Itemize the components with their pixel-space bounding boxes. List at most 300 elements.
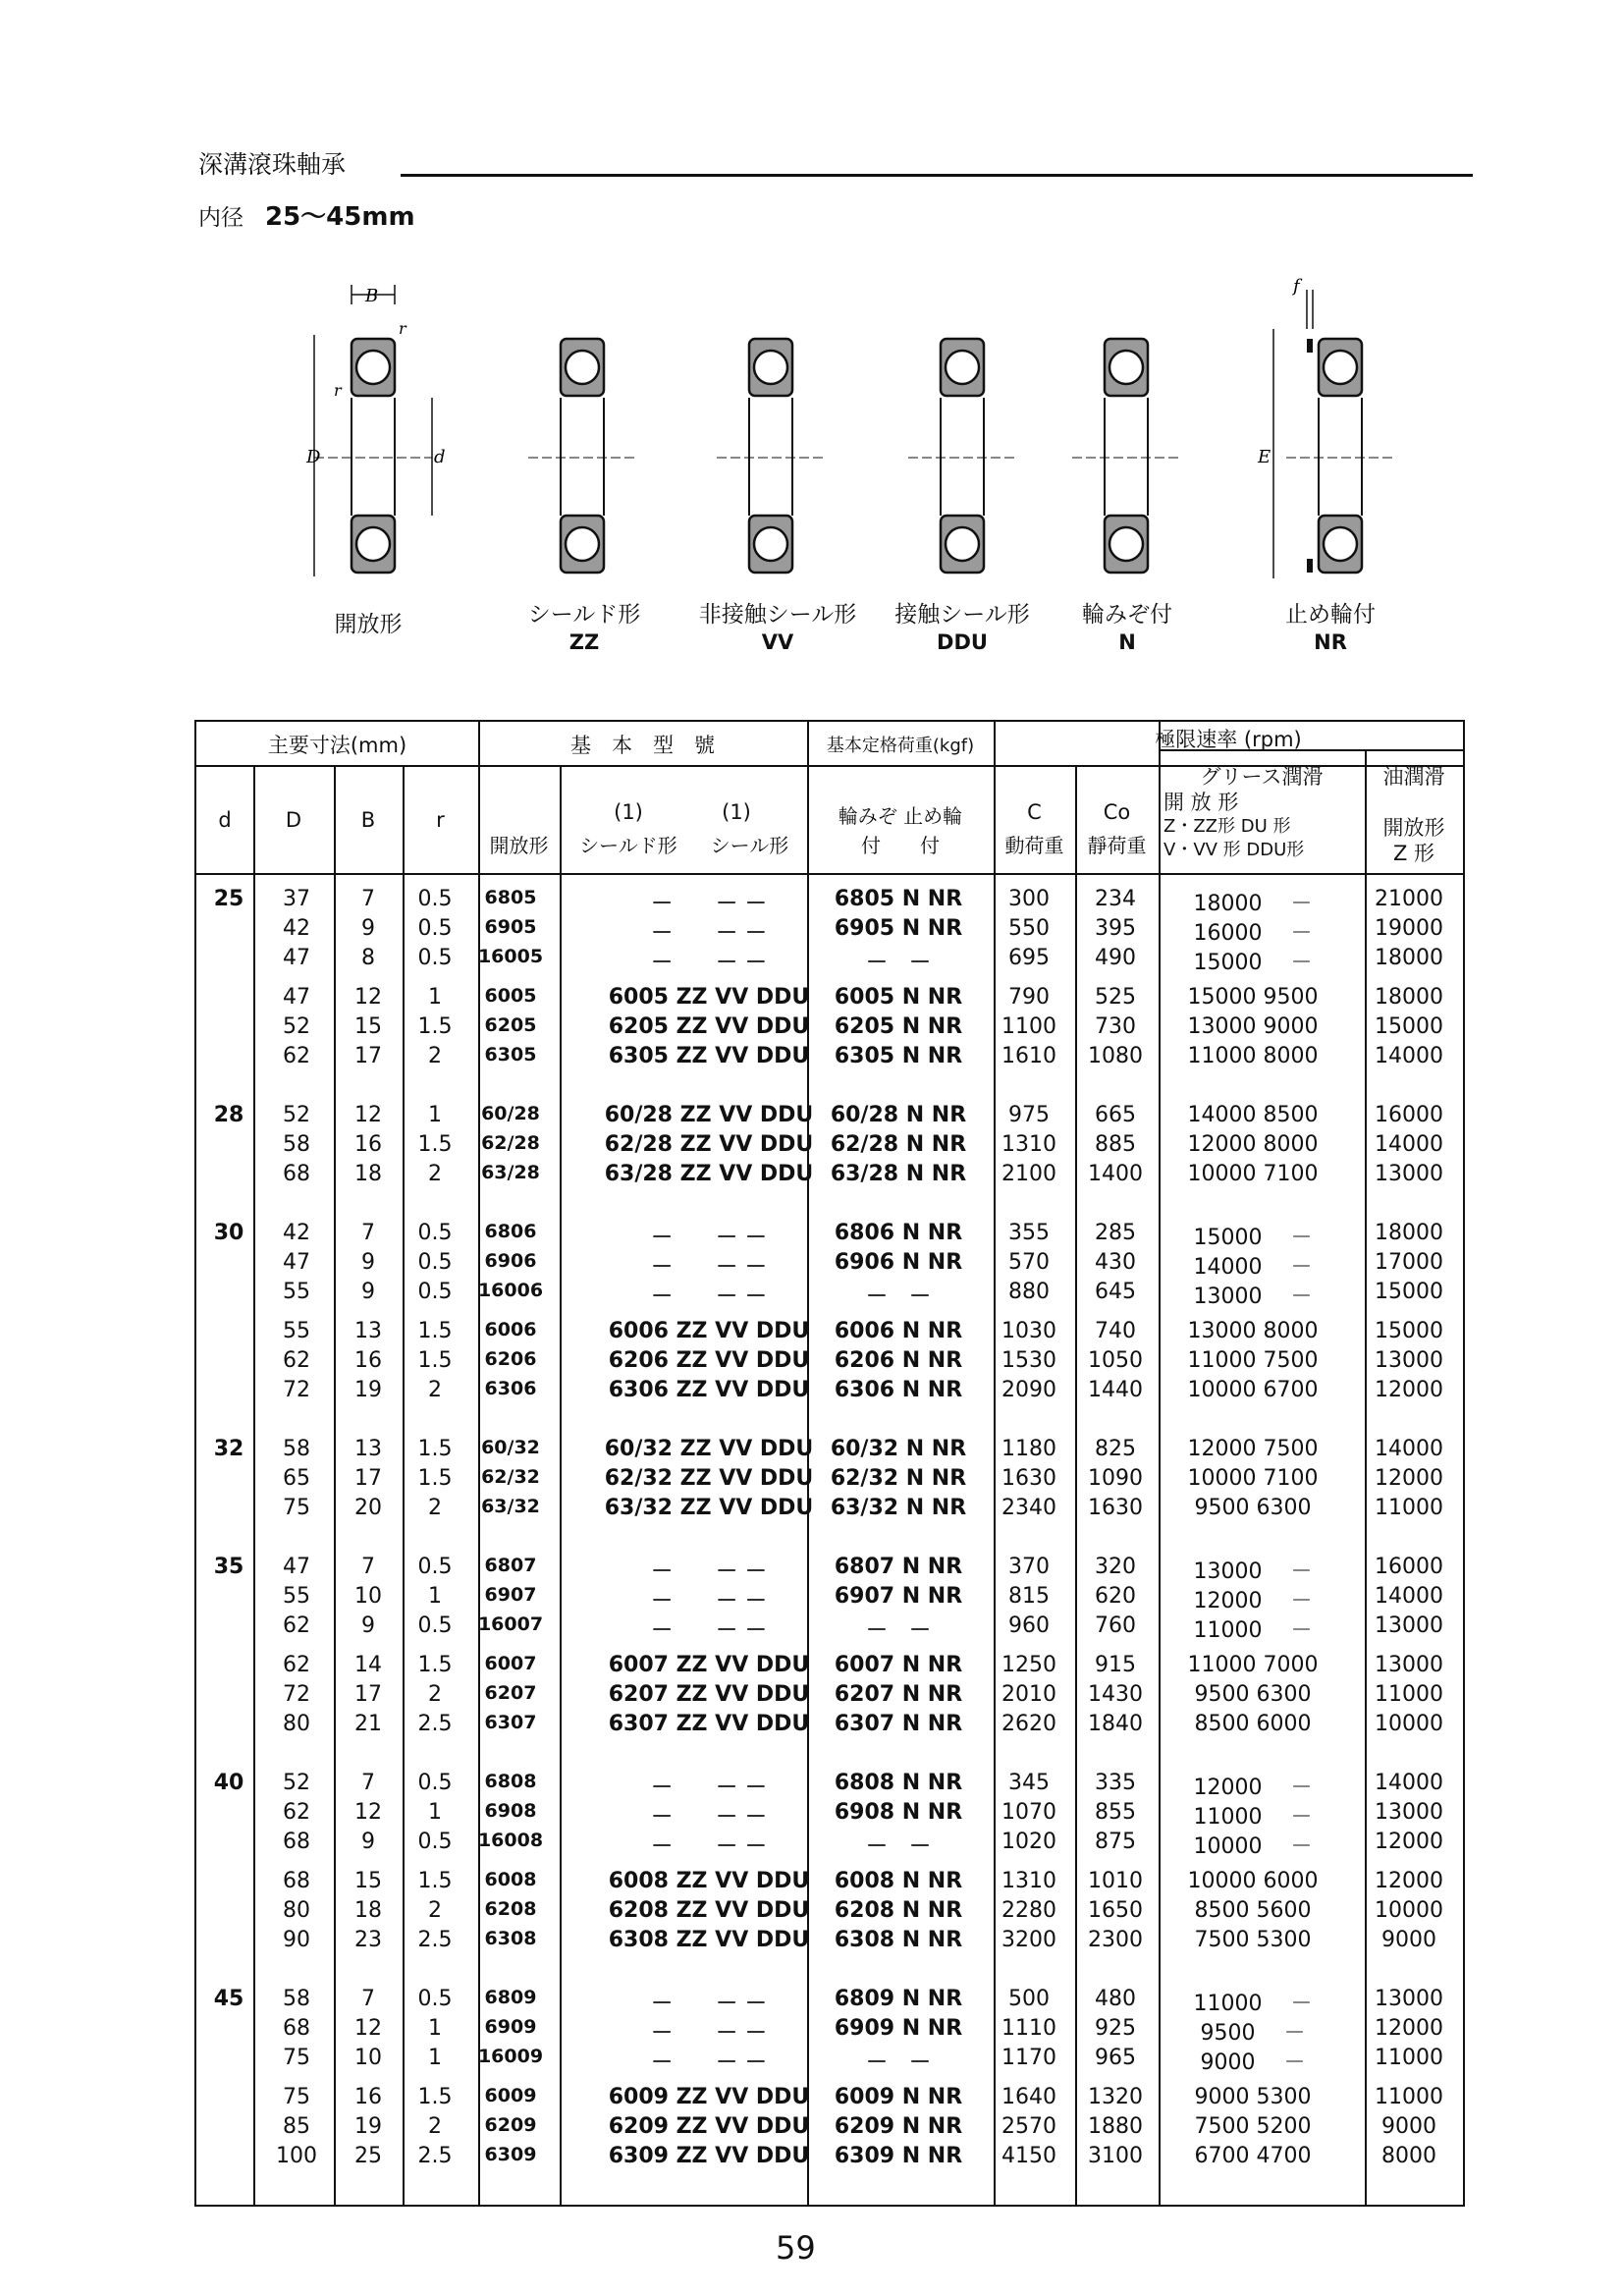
cell-shield: － － － <box>651 921 767 946</box>
cell-n: 6808 N NR <box>834 1771 963 1795</box>
cell-gr: 10000 7100 <box>1187 1466 1319 1491</box>
cell-r: 1 <box>428 1800 442 1825</box>
cell-C: 1020 <box>1001 1830 1056 1854</box>
col-Co-sub: 靜荷重 <box>1087 834 1147 857</box>
cell-n: 6906 N NR <box>834 1250 963 1275</box>
cell-gr: 13000 9000 <box>1187 1014 1319 1039</box>
cell-D: 80 <box>283 1898 310 1923</box>
cell-C: 370 <box>1008 1555 1050 1579</box>
cell-r: 0.5 <box>417 946 453 970</box>
cell-B: 21 <box>354 1712 382 1736</box>
cell-B: 15 <box>354 1014 382 1039</box>
cell-B: 12 <box>354 1800 382 1825</box>
cell-Co: 490 <box>1095 946 1136 970</box>
cell-open: 6006 <box>484 1319 537 1340</box>
cell-r: 2 <box>428 1682 442 1707</box>
cell-shield: － － － <box>651 1226 767 1250</box>
cell-r: 2 <box>428 1044 442 1068</box>
cell-gr: 11000 7000 <box>1187 1653 1319 1677</box>
cell-Co: 1880 <box>1088 2114 1143 2139</box>
cell-n: 6909 N NR <box>834 2016 963 2041</box>
grease-sub-2: Z・ZZ形 DU 形 <box>1163 816 1291 837</box>
cell-n: 63/32 N NR <box>830 1496 967 1520</box>
cell-open: 6909 <box>484 2016 537 2038</box>
cell-oil: 12000 <box>1375 2016 1443 2041</box>
cell-D: 75 <box>283 2046 310 2070</box>
cell-D: 42 <box>283 1221 310 1245</box>
cell-open: 6808 <box>484 1771 537 1792</box>
cell-D: 55 <box>283 1319 310 1343</box>
cell-n: 6006 N NR <box>834 1319 963 1343</box>
table-row <box>196 2114 1463 2144</box>
cell-B: 16 <box>354 1132 382 1157</box>
cell-oil: 14000 <box>1375 1584 1443 1609</box>
cell-oil: 14000 <box>1375 1437 1443 1461</box>
cell-C: 1100 <box>1001 1014 1056 1039</box>
cell-n: 62/32 N NR <box>830 1466 967 1491</box>
cell-gr: 6700 4700 <box>1194 2144 1312 2168</box>
cell-Co: 1840 <box>1088 1712 1143 1736</box>
cell-n: 6005 N NR <box>834 985 963 1010</box>
cell-C: 1030 <box>1001 1319 1056 1343</box>
snap-groove-diagram <box>1072 339 1180 573</box>
cell-oil: 9000 <box>1381 1928 1436 1952</box>
cell-B: 9 <box>361 1830 375 1854</box>
cell-B: 12 <box>354 2016 382 2041</box>
cell-d: 40 <box>213 1771 244 1795</box>
cell-Co: 1650 <box>1088 1898 1143 1923</box>
cell-B: 12 <box>354 985 382 1010</box>
cell-shield: 6309 ZZ VV DDU <box>608 2144 810 2168</box>
cell-gr: 13000 － <box>1193 1559 1313 1584</box>
table-row <box>196 1712 1463 1741</box>
cell-gr: 10000 6700 <box>1187 1378 1319 1402</box>
cell-r: 2 <box>428 2114 442 2139</box>
cell-oil: 13000 <box>1375 1987 1443 2011</box>
cell-open: 16007 <box>477 1613 544 1635</box>
cell-D: 47 <box>283 946 310 970</box>
cell-Co: 395 <box>1095 916 1136 941</box>
cell-shield: － － － <box>651 1285 767 1309</box>
cell-C: 2570 <box>1001 2114 1056 2139</box>
cell-C: 695 <box>1008 946 1050 970</box>
cell-shield: 6208 ZZ VV DDU <box>608 1898 810 1923</box>
cell-Co: 1320 <box>1088 2085 1143 2109</box>
cell-B: 13 <box>354 1319 382 1343</box>
cell-Co: 740 <box>1095 1319 1136 1343</box>
table-row <box>196 1830 1463 1859</box>
table-row <box>196 1162 1463 1191</box>
cell-r: 0.5 <box>417 1280 453 1304</box>
cell-r: 0.5 <box>417 916 453 941</box>
cell-shield: － － － <box>651 1559 767 1584</box>
cell-open: 16006 <box>477 1280 544 1301</box>
cell-open: 6208 <box>484 1898 537 1920</box>
cell-shield: － － － <box>651 2050 767 2075</box>
cell-C: 960 <box>1008 1613 1050 1638</box>
cell-shield: 6005 ZZ VV DDU <box>608 985 810 1010</box>
cell-shield: 62/32 ZZ VV DDU <box>604 1466 814 1491</box>
cell-oil: 13000 <box>1375 1162 1443 1186</box>
cell-r: 1.5 <box>417 1466 453 1491</box>
cell-gr: 11000 － <box>1193 1805 1313 1830</box>
cell-oil: 13000 <box>1375 1800 1443 1825</box>
cell-oil: 12000 <box>1375 1830 1443 1854</box>
cell-r: 2 <box>428 1898 442 1923</box>
cell-D: 65 <box>283 1466 310 1491</box>
cell-oil: 11000 <box>1375 1682 1443 1707</box>
diagram-caption-nr: 止め輪付 NR <box>1285 602 1376 654</box>
table-row <box>196 1653 1463 1682</box>
cell-B: 15 <box>354 1869 382 1893</box>
col-Co-header: Co <box>1103 800 1131 824</box>
cell-Co: 234 <box>1095 887 1136 911</box>
cell-Co: 285 <box>1095 1221 1136 1245</box>
cell-shield: 6308 ZZ VV DDU <box>608 1928 810 1952</box>
cell-C: 550 <box>1008 916 1050 941</box>
cell-r: 1.5 <box>417 2085 453 2109</box>
cell-shield: － － － <box>651 1776 767 1800</box>
cell-r: 1.5 <box>417 1869 453 1893</box>
cell-gr: 11000 7500 <box>1187 1348 1319 1373</box>
cell-C: 815 <box>1008 1584 1050 1609</box>
cell-open: 6309 <box>484 2144 537 2165</box>
cell-open: 6906 <box>484 1250 537 1272</box>
cell-B: 16 <box>354 2085 382 2109</box>
oil-sub-1: 開放形 <box>1382 816 1445 840</box>
table-row <box>196 2085 1463 2114</box>
cell-oil: 10000 <box>1375 1898 1443 1923</box>
cell-B: 7 <box>361 1771 375 1795</box>
cell-Co: 885 <box>1095 1132 1136 1157</box>
cell-C: 355 <box>1008 1221 1050 1245</box>
cell-shield: 63/28 ZZ VV DDU <box>604 1162 814 1186</box>
table-row <box>196 2016 1463 2046</box>
cell-gr: 13000 8000 <box>1187 1319 1319 1343</box>
cell-oil: 19000 <box>1375 916 1443 941</box>
cell-B: 7 <box>361 1221 375 1245</box>
cell-gr: 8500 5600 <box>1194 1898 1312 1923</box>
cell-r: 1 <box>428 2046 442 2070</box>
cell-D: 47 <box>283 1250 310 1275</box>
table-row <box>196 1555 1463 1584</box>
cell-D: 75 <box>283 1496 310 1520</box>
dim-label-r: r <box>399 319 406 338</box>
cell-D: 72 <box>283 1682 310 1707</box>
cell-C: 2620 <box>1001 1712 1056 1736</box>
cell-D: 58 <box>283 1437 310 1461</box>
cell-C: 1640 <box>1001 2085 1056 2109</box>
cell-oil: 16000 <box>1375 1103 1443 1127</box>
cell-D: 52 <box>283 1771 310 1795</box>
cell-oil: 15000 <box>1375 1014 1443 1039</box>
cell-oil: 12000 <box>1375 1466 1443 1491</box>
cell-gr: 13000 － <box>1193 1285 1313 1309</box>
cell-gr: 12000 － <box>1193 1589 1313 1613</box>
cell-gr: 8500 6000 <box>1194 1712 1312 1736</box>
cell-shield: 6008 ZZ VV DDU <box>608 1869 810 1893</box>
col-seal-note: (1) <box>722 800 751 824</box>
cell-n: 6007 N NR <box>834 1653 963 1677</box>
cell-oil: 21000 <box>1375 887 1443 911</box>
cell-C: 1610 <box>1001 1044 1056 1068</box>
cell-C: 4150 <box>1001 2144 1056 2168</box>
cell-Co: 620 <box>1095 1584 1136 1609</box>
cell-open: 63/32 <box>481 1496 540 1517</box>
cell-open: 16005 <box>477 946 544 967</box>
cell-D: 52 <box>283 1014 310 1039</box>
cell-r: 2 <box>428 1378 442 1402</box>
cell-n: 6209 N NR <box>834 2114 963 2139</box>
cell-n: 6208 N NR <box>834 1898 963 1923</box>
cell-B: 17 <box>354 1044 382 1068</box>
cell-open: 63/28 <box>481 1162 540 1183</box>
cell-D: 42 <box>283 916 310 941</box>
table-row <box>196 1682 1463 1712</box>
cell-Co: 1440 <box>1088 1378 1143 1402</box>
cell-gr: 10000 6000 <box>1187 1869 1319 1893</box>
cell-d: 30 <box>213 1221 244 1245</box>
cell-D: 62 <box>283 1348 310 1373</box>
cell-oil: 18000 <box>1375 946 1443 970</box>
cell-C: 345 <box>1008 1771 1050 1795</box>
cell-open: 6008 <box>484 1869 537 1890</box>
speed-group-header: 極限速率 (rpm) <box>1155 728 1302 751</box>
cell-d: 32 <box>213 1437 244 1461</box>
cell-C: 1110 <box>1001 2016 1056 2041</box>
cell-open: 6306 <box>484 1378 537 1399</box>
cell-shield: － － － <box>651 1618 767 1643</box>
cell-n: 6008 N NR <box>834 1869 963 1893</box>
cell-D: 68 <box>283 1869 310 1893</box>
table-row <box>196 1584 1463 1613</box>
cell-n: 6907 N NR <box>834 1584 963 1609</box>
cell-r: 0.5 <box>417 1987 453 2011</box>
cell-Co: 1430 <box>1088 1682 1143 1707</box>
cell-D: 62 <box>283 1613 310 1638</box>
dim-label-D: D <box>306 447 321 467</box>
cell-n: 6009 N NR <box>834 2085 963 2109</box>
col-open-header: 開放形 <box>489 834 549 857</box>
col-shield-header: シールド形 <box>579 834 677 857</box>
cell-oil: 16000 <box>1375 1555 1443 1579</box>
page-number: 59 <box>776 2229 816 2267</box>
cell-Co: 915 <box>1095 1653 1136 1677</box>
cell-oil: 13000 <box>1375 1348 1443 1373</box>
cell-shield: － － － <box>651 2021 767 2046</box>
cell-oil: 15000 <box>1375 1319 1443 1343</box>
cell-Co: 825 <box>1095 1437 1136 1461</box>
cell-D: 100 <box>276 2144 317 2168</box>
cell-D: 90 <box>283 1928 310 1952</box>
cell-Co: 1050 <box>1088 1348 1143 1373</box>
dim-label-d: d <box>434 447 446 467</box>
cell-n: 60/32 N NR <box>830 1437 967 1461</box>
cell-C: 975 <box>1008 1103 1050 1127</box>
table-row <box>196 1928 1463 1957</box>
cell-Co: 760 <box>1095 1613 1136 1638</box>
grease-sub-3: V・VV 形 DDU形 <box>1163 840 1305 860</box>
cell-r: 1.5 <box>417 1653 453 1677</box>
cell-n: － － <box>865 2050 931 2075</box>
cell-oil: 12000 <box>1375 1869 1443 1893</box>
cell-C: 1530 <box>1001 1348 1056 1373</box>
cell-oil: 14000 <box>1375 1132 1443 1157</box>
cell-shield: 6306 ZZ VV DDU <box>608 1378 810 1402</box>
cell-r: 2 <box>428 1162 442 1186</box>
contact-seal-diagram <box>908 339 1016 573</box>
cell-open: 6307 <box>484 1712 537 1733</box>
spec-table <box>194 720 1465 2207</box>
cell-C: 1070 <box>1001 1800 1056 1825</box>
col-shield-note: (1) <box>614 800 643 824</box>
cell-D: 47 <box>283 1555 310 1579</box>
cell-C: 3200 <box>1001 1928 1056 1952</box>
grease-header: グリース潤滑 <box>1200 765 1324 789</box>
cell-oil: 11000 <box>1375 2046 1443 2070</box>
cell-B: 9 <box>361 1613 375 1638</box>
oil-header: 油潤滑 <box>1382 765 1445 789</box>
cell-Co: 965 <box>1095 2046 1136 2070</box>
cell-r: 1.5 <box>417 1014 453 1039</box>
diagram-caption-vv: 非接触シール形 VV <box>698 602 857 654</box>
snap-ring-diagram <box>1257 276 1394 578</box>
table-row <box>196 1898 1463 1928</box>
cell-shield: 6006 ZZ VV DDU <box>608 1319 810 1343</box>
cell-C: 1630 <box>1001 1466 1056 1491</box>
cell-C: 300 <box>1008 887 1050 911</box>
cell-r: 2 <box>428 1496 442 1520</box>
cell-r: 1.5 <box>417 1319 453 1343</box>
cell-open: 6907 <box>484 1584 537 1606</box>
cell-gr: 18000 － <box>1193 892 1313 916</box>
cell-r: 0.5 <box>417 1771 453 1795</box>
bearing-diagrams <box>0 0 1623 687</box>
cell-D: 55 <box>283 1280 310 1304</box>
diagram-caption-open: 開放形 <box>334 612 403 637</box>
cell-open: 6005 <box>484 985 537 1007</box>
cell-open: 6305 <box>484 1044 537 1066</box>
cell-open: 6805 <box>484 887 537 908</box>
table-row <box>196 1221 1463 1250</box>
cell-open: 62/28 <box>481 1132 540 1154</box>
cell-Co: 1080 <box>1088 1044 1143 1068</box>
table-row <box>196 1496 1463 1525</box>
cell-gr: 10000 － <box>1193 1834 1313 1859</box>
cell-oil: 8000 <box>1381 2144 1436 2168</box>
cell-open: 6009 <box>484 2085 537 2106</box>
cell-n: 62/28 N NR <box>830 1132 967 1157</box>
cell-open: 60/28 <box>481 1103 540 1124</box>
cell-shield: 6007 ZZ VV DDU <box>608 1653 810 1677</box>
table-row <box>196 1132 1463 1162</box>
cell-gr: 15000 － <box>1193 1226 1313 1250</box>
cell-r: 1.5 <box>417 1132 453 1157</box>
cell-r: 0.5 <box>417 1613 453 1638</box>
cell-shield: 6209 ZZ VV DDU <box>608 2114 810 2139</box>
cell-D: 55 <box>283 1584 310 1609</box>
cell-D: 62 <box>283 1653 310 1677</box>
cell-shield: － － － <box>651 1805 767 1830</box>
open-type-diagram <box>305 285 446 576</box>
cell-gr: 12000 7500 <box>1187 1437 1319 1461</box>
cell-C: 1250 <box>1001 1653 1056 1677</box>
table-row <box>196 1348 1463 1378</box>
cell-n: － － <box>865 1618 931 1643</box>
cell-oil: 10000 <box>1375 1712 1443 1736</box>
cell-shield: 6207 ZZ VV DDU <box>608 1682 810 1707</box>
cell-shield: 6305 ZZ VV DDU <box>608 1044 810 1068</box>
cell-shield: － － － <box>651 1992 767 2016</box>
type-group-header: 基 本 型 號 <box>570 734 715 757</box>
cell-gr: 11000 － <box>1193 1992 1313 2016</box>
cell-gr: 11000 8000 <box>1187 1044 1319 1068</box>
cell-shield: － － － <box>651 1589 767 1613</box>
cell-r: 0.5 <box>417 1830 453 1854</box>
cell-B: 8 <box>361 946 375 970</box>
cell-Co: 320 <box>1095 1555 1136 1579</box>
cell-Co: 1400 <box>1088 1162 1143 1186</box>
cell-gr: 15000 9500 <box>1187 985 1319 1010</box>
table-row <box>196 1103 1463 1132</box>
cell-n: 60/28 N NR <box>830 1103 967 1127</box>
oil-sub-2: Z 形 <box>1392 842 1435 865</box>
cell-n: 6809 N NR <box>834 1987 963 2011</box>
cell-B: 23 <box>354 1928 382 1952</box>
non-contact-seal-diagram <box>717 339 825 573</box>
cell-B: 17 <box>354 1466 382 1491</box>
cell-Co: 1090 <box>1088 1466 1143 1491</box>
cell-C: 1310 <box>1001 1132 1056 1157</box>
cell-open: 6209 <box>484 2114 537 2136</box>
cell-B: 18 <box>354 1162 382 1186</box>
table-row <box>196 1014 1463 1044</box>
cell-Co: 3100 <box>1088 2144 1143 2168</box>
diagram-caption-ddu: 接触シール形 DDU <box>894 602 1030 654</box>
cell-D: 62 <box>283 1044 310 1068</box>
cell-gr: 9000 5300 <box>1194 2085 1312 2109</box>
cell-open: 6206 <box>484 1348 537 1370</box>
subtitle-label: 内径 <box>198 205 243 231</box>
cell-gr: 12000 － <box>1193 1776 1313 1800</box>
table-row <box>196 1771 1463 1800</box>
cell-B: 9 <box>361 916 375 941</box>
cell-open: 60/32 <box>481 1437 540 1458</box>
cell-open: 6809 <box>484 1987 537 2008</box>
table-row <box>196 1869 1463 1898</box>
cell-n: － － <box>865 1285 931 1309</box>
cell-n: 6206 N NR <box>834 1348 963 1373</box>
cell-C: 500 <box>1008 1987 1050 2011</box>
cell-oil: 12000 <box>1375 1378 1443 1402</box>
cell-shield: － － － <box>651 951 767 975</box>
cell-r: 0.5 <box>417 1221 453 1245</box>
cell-D: 68 <box>283 1162 310 1186</box>
cell-n: 6309 N NR <box>834 2144 963 2168</box>
cell-n: 6307 N NR <box>834 1712 963 1736</box>
cell-D: 47 <box>283 985 310 1010</box>
cell-shield: － － － <box>651 1255 767 1280</box>
cell-n: － － <box>865 951 931 975</box>
cell-n: 63/28 N NR <box>830 1162 967 1186</box>
cell-d: 35 <box>213 1555 244 1579</box>
cell-Co: 2300 <box>1088 1928 1143 1952</box>
cell-B: 19 <box>354 1378 382 1402</box>
cell-n: 6805 N NR <box>834 887 963 911</box>
cell-shield: 62/28 ZZ VV DDU <box>604 1132 814 1157</box>
cell-open: 16009 <box>477 2046 544 2067</box>
cell-n: 6306 N NR <box>834 1378 963 1402</box>
